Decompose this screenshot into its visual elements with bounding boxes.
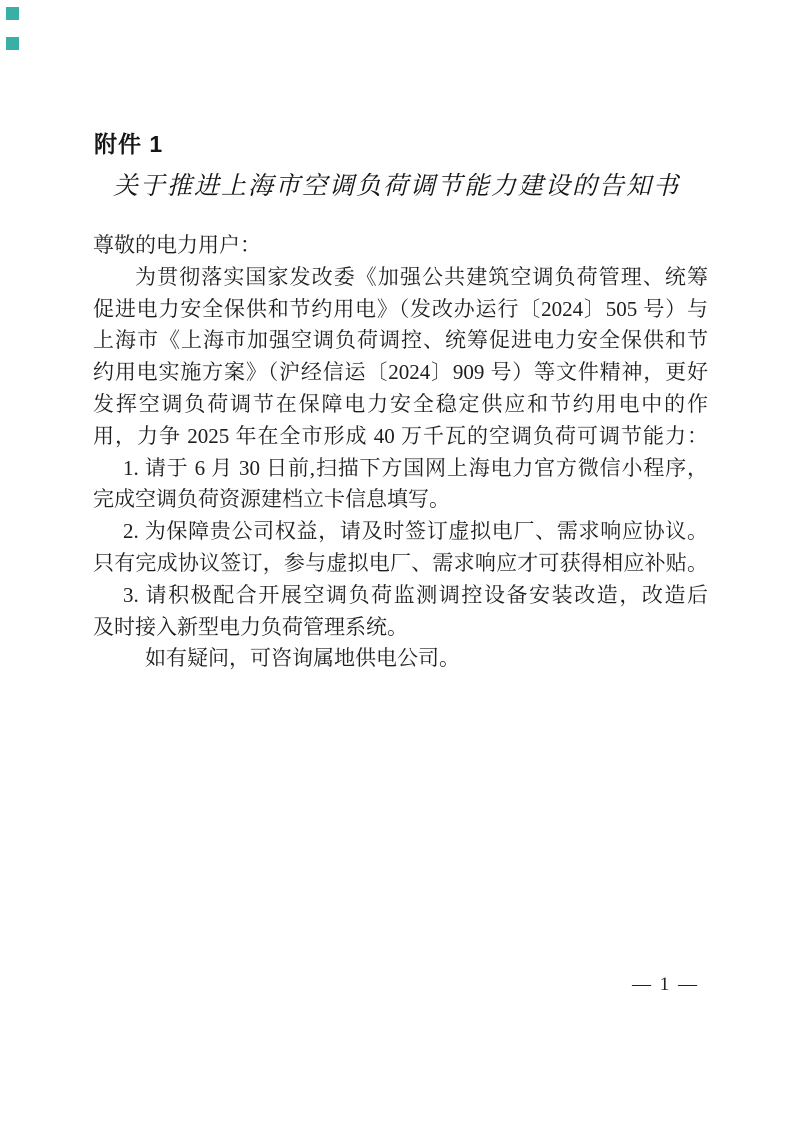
body-line: 用，力争 2025 年在全市形成 40 万千瓦的空调负荷可调节能力： [93,423,708,448]
document-body [93,230,708,675]
body-line: 约用电实施方案》（沪经信运〔2024〕909 号）等文件精神，更好 [93,360,708,385]
body-line: 发挥空调负荷调节在保障电力安全稳定供应和节约用电中的作 [93,391,708,416]
attachment-label: 附件 1 [94,131,164,157]
body-line: 只有完成协议签订，参与虚拟电厂、需求响应才可获得相应补贴。 [93,550,708,575]
body-line-item-2: 2. 为保障贵公司权益，请及时签订虚拟电厂、需求响应协议。 [123,519,708,544]
salutation-line: 尊敬的电力用户： [93,233,261,257]
document-title: 关于推进上海市空调负荷调节能力建设的告知书 [112,173,680,200]
body-line-item-3: 3. 请积极配合开展空调负荷监测调控设备安装改造，改造后 [123,582,708,607]
closing-line: 如有疑问，可咨询属地供电公司。 [145,646,460,671]
body-line-item-1: 1. 请于 6 月 30 日前,扫描下方国网上海电力官方微信小程序， [123,455,708,480]
body-line: 为贯彻落实国家发改委《加强公共建筑空调负荷管理、统筹 [135,264,708,289]
scan-corner-mark-top [6,7,19,20]
body-line: 上海市《上海市加强空调负荷调控、统筹促进电力安全保供和节 [93,328,708,353]
page-number: — 1 — [632,974,699,995]
body-line: 完成空调负荷资源建档立卡信息填写。 [93,487,450,512]
body-line: 及时接入新型电力负荷管理系统。 [93,614,408,639]
scan-corner-mark-bottom [6,37,19,50]
body-line: 促进电力安全保供和节约用电》（发改办运行〔2024〕505 号）与 [93,296,708,321]
